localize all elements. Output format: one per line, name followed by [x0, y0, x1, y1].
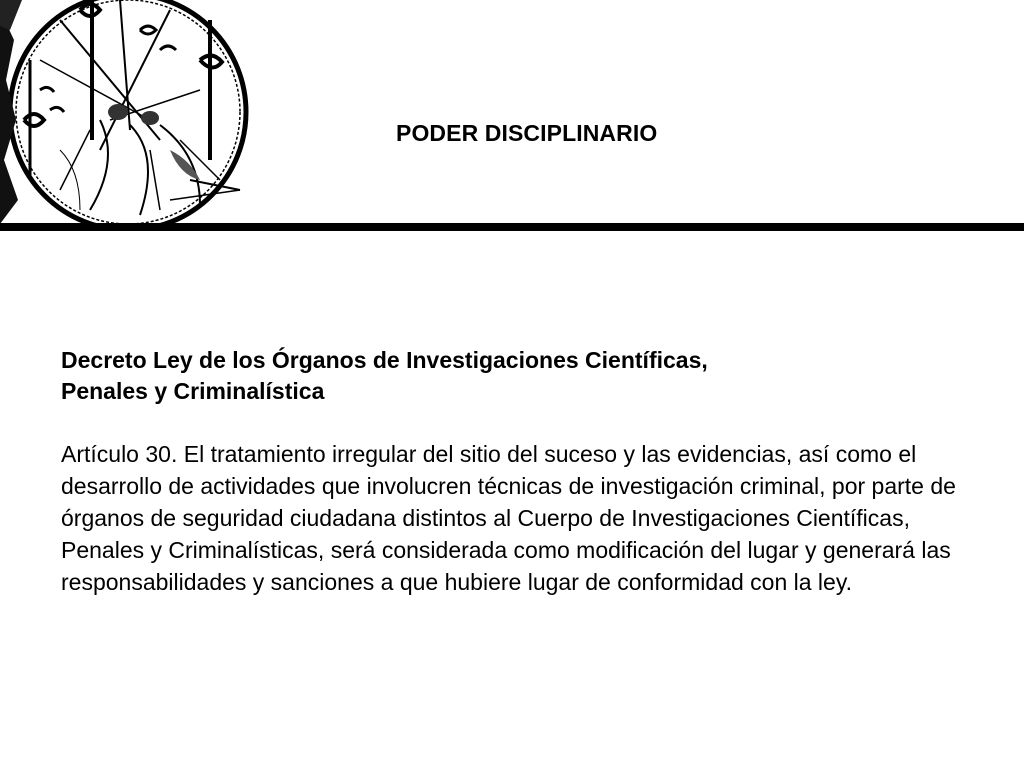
decree-title — [61, 345, 981, 407]
slide-content — [61, 345, 981, 598]
header-divider — [0, 223, 1024, 231]
sketched-emblem-icon — [0, 0, 262, 224]
slide-title: PODER DISCIPLINARIO — [396, 120, 658, 146]
decree-title-line2: Penales y Criminalística — [61, 378, 325, 404]
decree-title-line1: Decreto Ley de los Órganos de Investigaciones Científicas, — [61, 347, 708, 373]
article-text: Artículo 30. El tratamiento irregular del sitio del suceso y las evidencias, así como el desarrollo de actividades que involucren técnicas de investigación criminal, por parte de órganos de seguridad ciudadana distintos al Cuerpo de Investigaciones Científicas, Penales y Criminalísticas, será considerada como modificación del lugar y generará las responsabilidades y sanciones a que hubiere lugar de conformidad con la ley. — [61, 441, 956, 595]
